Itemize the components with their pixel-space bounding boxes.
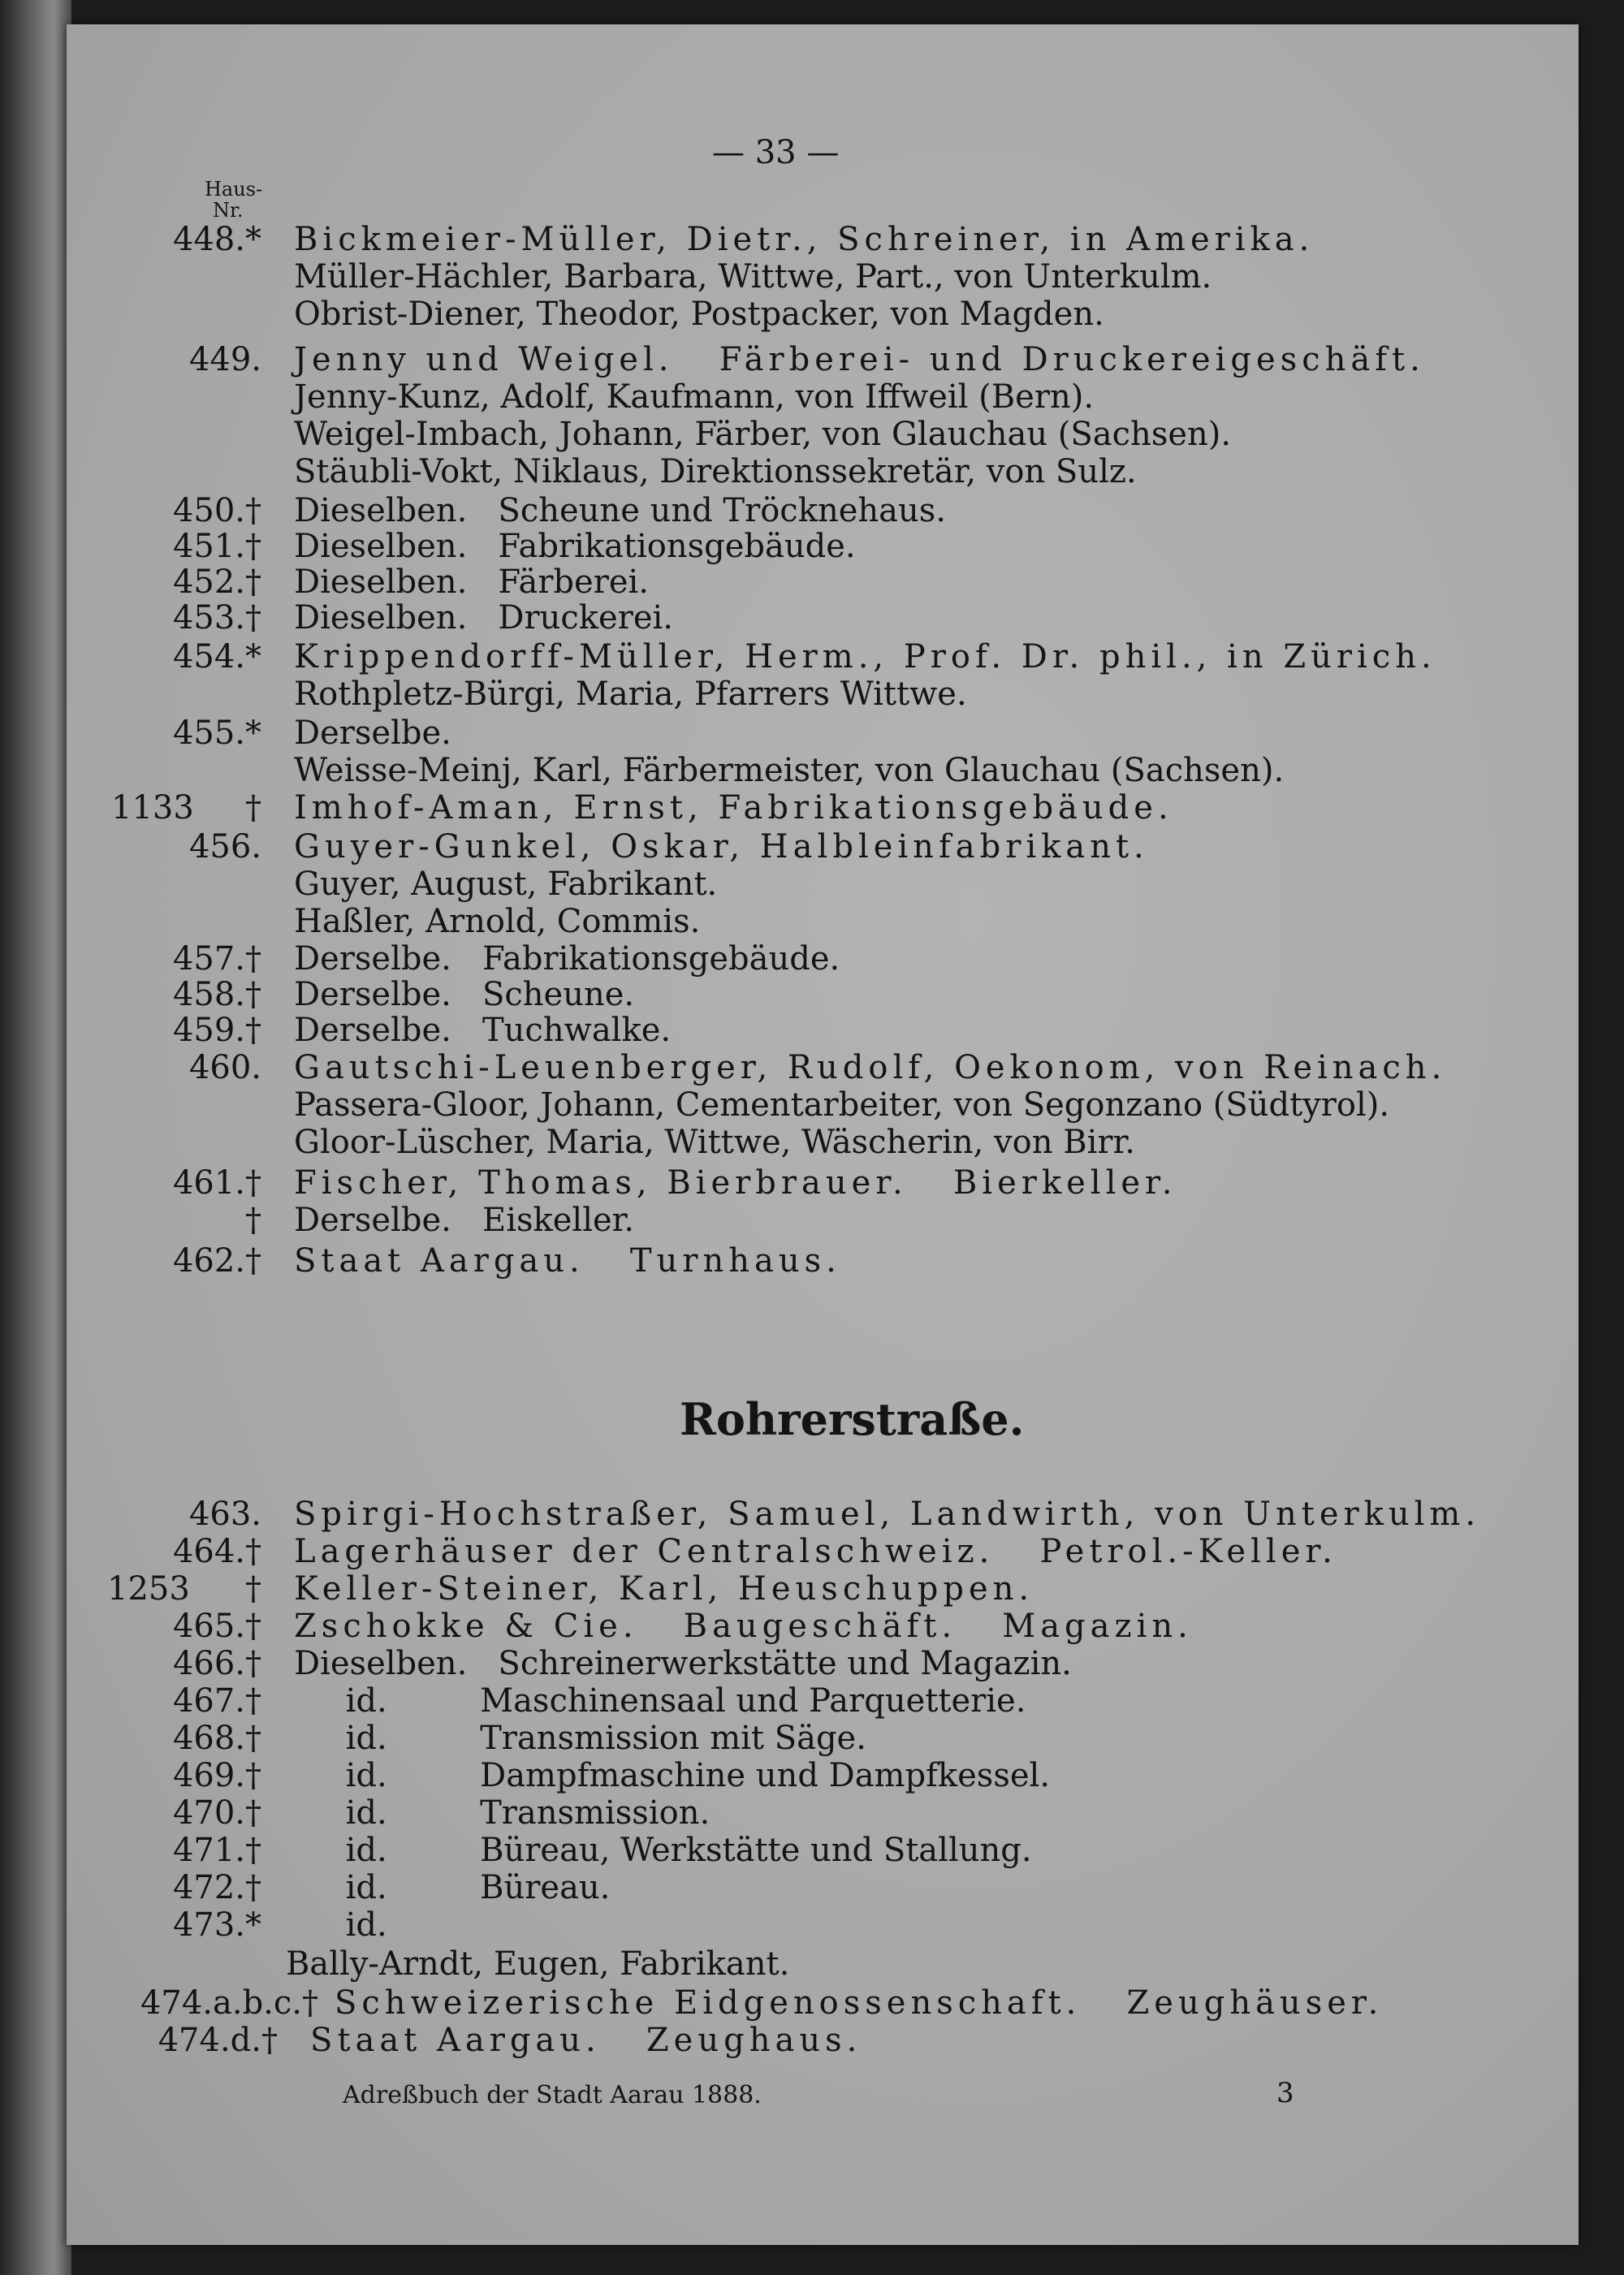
entry-number: 455.* [172, 714, 261, 752]
entry-text: id. Dampfmaschine und Dampfkessel. [294, 1757, 1051, 1794]
entry-number: † [245, 1202, 261, 1239]
entry-text: Obrist-Diener, Theodor, Postpacker, von Magden. [294, 296, 1104, 333]
entry-text: Dieselben. Scheune und Tröcknehaus. [294, 492, 946, 529]
entry-number: 453.† [172, 599, 261, 637]
column-header-nr: Nr. [213, 199, 244, 222]
entry-number: 450.† [172, 492, 261, 529]
entry-text: Passera-Gloor, Johann, Cementarbeiter, von Segonzano (Südtyrol). [294, 1086, 1390, 1124]
entry-text: Dieselben. Färberei. [294, 563, 650, 601]
entry-text: id. Transmission mit Säge. [294, 1720, 866, 1757]
entry-text: Gloor-Lüscher, Maria, Wittwe, Wäscherin, von Birr. [294, 1124, 1135, 1161]
entry-text: Derselbe. Tuchwalke. [294, 1012, 672, 1049]
entry-text: Bickmeier-Müller, Dietr., Schreiner, in Amerika. [294, 221, 1315, 258]
entry-text: Spirgi-Hochstraßer, Samuel, Landwirth, von Unterkulm. [294, 1496, 1481, 1533]
entry-number: 474.a.b.c.† [140, 1984, 318, 2022]
entry-number: 467.† [172, 1682, 261, 1720]
entry-number: 468.† [172, 1720, 261, 1757]
section-heading: Rohrerstraße. [680, 1393, 1025, 1445]
book-spine [0, 0, 71, 2275]
entry-text: Dieselben. Schreinerwerkstätte und Magazin. [294, 1645, 1072, 1682]
entry-number: 469.† [172, 1757, 261, 1794]
entry-text: Staat Aargau. Zeughaus. [310, 2022, 862, 2059]
entry-text: Keller-Steiner, Karl, Heuschuppen. [294, 1570, 1034, 1608]
entry-number: 460. [188, 1049, 261, 1086]
entry-number: 470.† [172, 1794, 261, 1832]
entry-number: 473.* [172, 1906, 261, 1944]
entry-number: 449. [188, 341, 261, 378]
entry-text: id. Büreau. [294, 1869, 611, 1906]
entry-text: id. Transmission. [294, 1794, 710, 1832]
entry-text: Derselbe. Scheune. [294, 976, 635, 1013]
entry-number: † [245, 789, 261, 827]
entry-number: 462.† [172, 1242, 261, 1280]
page-number: — 33 — [712, 134, 840, 171]
entry-text: Derselbe. [294, 714, 451, 752]
entry-number: 458.† [172, 976, 261, 1013]
entry-text: Stäubli-Vokt, Niklaus, Direktionssekretär, von Sulz. [294, 453, 1137, 490]
entry-number: 448.* [172, 221, 261, 258]
entry-text: Dieselben. Druckerei. [294, 599, 673, 637]
entry-text: Haßler, Arnold, Commis. [294, 903, 701, 940]
entry-text: id. Maschinensaal und Parquetterie. [294, 1682, 1026, 1720]
margin-note: 1133 [111, 789, 194, 827]
entry-text: Guyer, August, Fabrikant. [294, 866, 718, 903]
entry-text: Imhof-Aman, Ernst, Fabrikationsgebäude. [294, 789, 1173, 827]
column-header-haus: Haus- [205, 178, 263, 201]
entry-text: Krippendorff-Müller, Herm., Prof. Dr. phil., in Zürich. [294, 638, 1436, 676]
document-page [67, 24, 1579, 2245]
entry-number: 464.† [172, 1533, 261, 1570]
footer-title: Adreßbuch der Stadt Aarau 1888. [343, 2081, 762, 2109]
entry-number: † [245, 1570, 261, 1608]
entry-text: Weisse-Meinj, Karl, Färbermeister, von Glauchau (Sachsen). [294, 752, 1285, 789]
entry-number: 463. [188, 1496, 261, 1533]
entry-number: 466.† [172, 1645, 261, 1682]
margin-note: 1253 [107, 1570, 190, 1608]
entry-number: 456. [188, 828, 261, 866]
entry-text: id. [294, 1906, 387, 1944]
entry-text: Dieselben. Fabrikationsgebäude. [294, 528, 856, 565]
entry-text: Jenny-Kunz, Adolf, Kaufmann, von Iffweil (Bern). [294, 378, 1095, 416]
entry-text: Schweizerische Eidgenossenschaft. Zeughäuser. [335, 1984, 1384, 2022]
entry-number: 452.† [172, 563, 261, 601]
entry-text: Guyer-Gunkel, Oskar, Halbleinfabrikant. [294, 828, 1149, 866]
entry-number: 465.† [172, 1608, 261, 1645]
entry-text: id. Büreau, Werkstätte und Stallung. [294, 1832, 1032, 1869]
entry-number: 471.† [172, 1832, 261, 1869]
entry-number: 457.† [172, 940, 261, 978]
entry-number: 454.* [172, 638, 261, 676]
entry-text: Weigel-Imbach, Johann, Färber, von Glauchau (Sachsen). [294, 416, 1232, 453]
entry-number: 474.d.† [158, 2022, 278, 2059]
entry-text: Bally-Arndt, Eugen, Fabrikant. [286, 1945, 790, 1983]
entry-text: Rothpletz-Bürgi, Maria, Pfarrers Wittwe. [294, 676, 967, 713]
entry-number: 459.† [172, 1012, 261, 1049]
entry-text: Gautschi-Leuenberger, Rudolf, Oekonom, von Reinach. [294, 1049, 1447, 1086]
entry-text: Derselbe. Eiskeller. [294, 1202, 635, 1239]
entry-text: Derselbe. Fabrikationsgebäude. [294, 940, 840, 978]
entry-number: 472.† [172, 1869, 261, 1906]
entry-number: 451.† [172, 528, 261, 565]
entry-number: 461.† [172, 1164, 261, 1202]
entry-text: Fischer, Thomas, Bierbrauer. Bierkeller. [294, 1164, 1177, 1202]
entry-text: Jenny und Weigel. Färberei- und Druckereigeschäft. [294, 341, 1425, 378]
footer-signature: 3 [1276, 2077, 1294, 2109]
entry-text: Staat Aargau. Turnhaus. [294, 1242, 841, 1280]
entry-text: Zschokke & Cie. Baugeschäft. Magazin. [294, 1608, 1193, 1645]
entry-text: Lagerhäuser der Centralschweiz. Petrol.-Keller. [294, 1533, 1337, 1570]
entry-text: Müller-Hächler, Barbara, Wittwe, Part., von Unterkulm. [294, 258, 1212, 296]
